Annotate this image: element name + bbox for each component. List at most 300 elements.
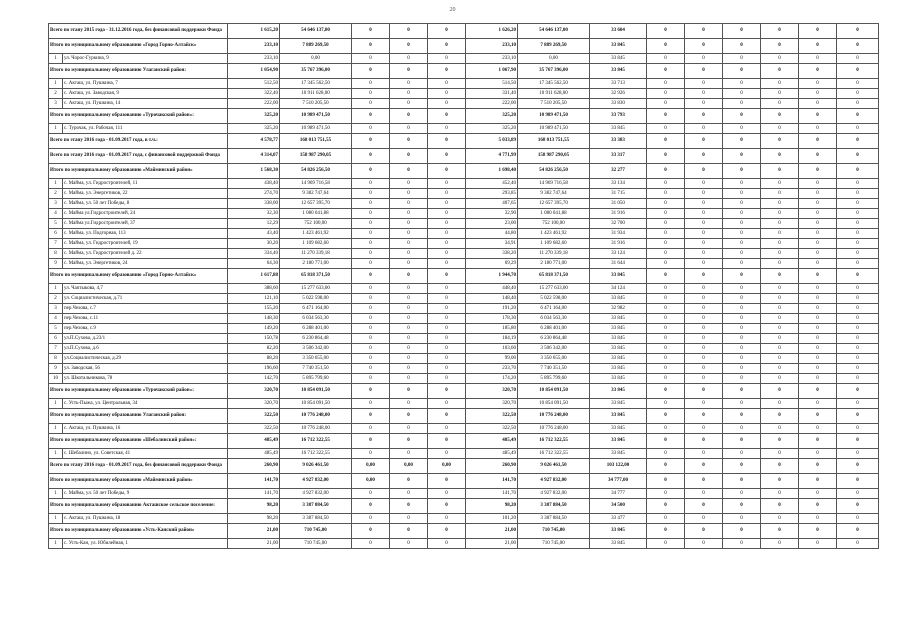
value-cell: 0 xyxy=(352,294,390,304)
value-cell: 0 xyxy=(799,249,837,259)
value-cell: 43,40 xyxy=(228,229,280,239)
value-cell: 0 xyxy=(723,134,761,149)
table-row xyxy=(49,229,879,239)
value-cell: 15 277 633,00 xyxy=(280,284,352,294)
value-cell: 0 xyxy=(761,149,799,164)
value-cell: 0 xyxy=(428,539,466,549)
value-cell: 0 xyxy=(390,179,428,189)
value-cell: 325,20 xyxy=(228,124,280,134)
value-cell: 0 xyxy=(799,239,837,249)
row-number: 7 xyxy=(49,344,63,354)
table-row xyxy=(49,449,879,459)
value-cell: 0 xyxy=(837,364,879,374)
value-cell: 33 383 xyxy=(590,134,647,149)
subtotal-row xyxy=(49,39,879,54)
table-row xyxy=(49,54,879,64)
value-cell: 54 826 256,50 xyxy=(518,164,590,179)
value-cell: 0 xyxy=(837,409,879,424)
value-cell: 6 034 563,30 xyxy=(518,314,590,324)
value-cell: 0 xyxy=(647,399,685,409)
value-cell: 0 xyxy=(837,384,879,399)
value-cell: 0 xyxy=(837,374,879,384)
value-cell: 0 xyxy=(685,24,723,39)
value-cell: 121,10 xyxy=(228,294,280,304)
value-cell: 0 xyxy=(799,489,837,499)
value-cell: 184,19 xyxy=(466,334,518,344)
value-cell: 0 xyxy=(685,109,723,124)
value-cell: 0 xyxy=(390,164,428,179)
address-cell: с. Акташ, ул. Пушкина, 16 xyxy=(63,424,228,434)
value-cell: 0 xyxy=(723,24,761,39)
row-number: 1 xyxy=(49,79,63,89)
address-cell: с. Майма, ул. Гидростроителей д. 22 xyxy=(63,249,228,259)
value-cell: 148,30 xyxy=(228,314,280,324)
value-cell: 233,10 xyxy=(466,54,518,64)
value-cell: 0 xyxy=(837,134,879,149)
row-number: 1 xyxy=(49,54,63,64)
value-cell: 1 423 461,92 xyxy=(280,229,352,239)
value-cell: 0 xyxy=(723,124,761,134)
value-cell: 0 xyxy=(647,64,685,79)
value-cell: 0 xyxy=(390,474,428,489)
value-cell: 10 911 628,00 xyxy=(518,89,590,99)
value-cell: 0 xyxy=(799,424,837,434)
value-cell: 0 xyxy=(647,434,685,449)
value-cell: 0 xyxy=(390,99,428,109)
value-cell: 0 xyxy=(761,399,799,409)
value-cell: 0 xyxy=(390,239,428,249)
value-cell: 0 xyxy=(723,179,761,189)
value-cell: 0 xyxy=(799,354,837,364)
table-row xyxy=(49,514,879,524)
value-cell: 0 xyxy=(685,134,723,149)
table-row xyxy=(49,374,879,384)
value-cell: 0 xyxy=(390,524,428,539)
value-cell: 33 713 xyxy=(590,79,647,89)
address-cell: с. Майма, ул. Энергетиков, 24 xyxy=(63,259,228,269)
value-cell: 0 xyxy=(390,499,428,514)
value-cell: 0 xyxy=(428,324,466,334)
value-cell: 0 xyxy=(723,284,761,294)
address-cell: с. Усть-Пыжа, ул. Центральная, 34 xyxy=(63,399,228,409)
table-row xyxy=(49,334,879,344)
value-cell: 0 xyxy=(352,134,390,149)
value-cell: 0 xyxy=(799,79,837,89)
table-row xyxy=(49,304,879,314)
value-cell: 0 xyxy=(723,324,761,334)
value-cell: 0 xyxy=(799,64,837,79)
value-cell: 9 026 461,50 xyxy=(518,459,590,474)
row-title: Итого по муниципальному образованию «Турочакский район»: xyxy=(49,384,228,399)
value-cell: 0 xyxy=(685,54,723,64)
value-cell: 325,20 xyxy=(228,109,280,124)
value-cell: 320,70 xyxy=(466,399,518,409)
value-cell: 0 xyxy=(799,294,837,304)
value-cell: 0 xyxy=(428,344,466,354)
value-cell: 0 xyxy=(685,99,723,109)
value-cell: 0 xyxy=(799,409,837,424)
value-cell: 0 xyxy=(428,179,466,189)
value-cell: 0 xyxy=(799,149,837,164)
subtotal-row xyxy=(49,524,879,539)
value-cell: 710 745,00 xyxy=(518,539,590,549)
value-cell: 0 xyxy=(390,434,428,449)
value-cell: 0 xyxy=(647,354,685,364)
address-cell: пер.Чехова, с.7 xyxy=(63,304,228,314)
row-number: 2 xyxy=(49,89,63,99)
value-cell: 0 xyxy=(723,489,761,499)
value-cell: 32 277 xyxy=(590,164,647,179)
value-cell: 0 xyxy=(428,399,466,409)
value-cell: 10 854 091,50 xyxy=(280,384,352,399)
value-cell: 0 xyxy=(761,354,799,364)
value-cell: 33 845 xyxy=(590,539,647,549)
value-cell: 158 987 290,05 xyxy=(280,149,352,164)
value-cell: 0 xyxy=(647,449,685,459)
value-cell: 0 xyxy=(723,514,761,524)
value-cell: 0 xyxy=(799,334,837,344)
value-cell: 33 845 xyxy=(590,384,647,399)
value-cell: 0 xyxy=(647,89,685,99)
value-cell: 33 845 xyxy=(590,124,647,134)
value-cell: 10 989 471,50 xyxy=(518,109,590,124)
value-cell: 0 xyxy=(685,269,723,284)
value-cell: 0 xyxy=(799,324,837,334)
value-cell: 0 xyxy=(647,109,685,124)
value-cell: 21,00 xyxy=(228,524,280,539)
value-cell: 0 xyxy=(837,249,879,259)
value-cell: 31 916 xyxy=(590,209,647,219)
table-row xyxy=(49,209,879,219)
value-cell: 0 xyxy=(390,54,428,64)
row-number: 4 xyxy=(49,314,63,324)
value-cell: 0 xyxy=(685,344,723,354)
value-cell: 10 776 248,00 xyxy=(518,409,590,424)
value-cell: 34,91 xyxy=(466,239,518,249)
value-cell: 0 xyxy=(761,249,799,259)
table-row xyxy=(49,314,879,324)
value-cell: 1 626,20 xyxy=(466,24,518,39)
value-cell: 0 xyxy=(723,209,761,219)
value-cell: 0 xyxy=(837,284,879,294)
value-cell: 16 712 322,55 xyxy=(280,434,352,449)
row-title: Итого по муниципальному образованию «Майминский район» xyxy=(49,164,228,179)
value-cell: 142,70 xyxy=(228,374,280,384)
value-cell: 0 xyxy=(647,424,685,434)
value-cell: 0 xyxy=(352,209,390,219)
value-cell: 141,70 xyxy=(466,489,518,499)
value-cell: 710 745,00 xyxy=(280,539,352,549)
value-cell: 0 xyxy=(428,109,466,124)
value-cell: 0,00 xyxy=(280,54,352,64)
value-cell: 0 xyxy=(723,109,761,124)
value-cell: 0 xyxy=(647,259,685,269)
value-cell: 0 xyxy=(685,304,723,314)
value-cell: 0 xyxy=(723,89,761,99)
value-cell: 33 845 xyxy=(590,374,647,384)
value-cell: 1 423 461,92 xyxy=(518,229,590,239)
value-cell: 33 845 xyxy=(590,334,647,344)
value-cell: 0 xyxy=(647,314,685,324)
value-cell: 178,30 xyxy=(466,314,518,324)
address-cell: ул. Чорос-Гуркина, 9 xyxy=(63,54,228,64)
value-cell: 0 xyxy=(723,434,761,449)
address-cell: с. Майма, ул. 50 лет Победы, 8 xyxy=(63,199,228,209)
value-cell: 88,20 xyxy=(228,354,280,364)
table-row xyxy=(49,344,879,354)
value-cell: 485,49 xyxy=(228,434,280,449)
value-cell: 0 xyxy=(685,229,723,239)
value-cell: 0 xyxy=(685,449,723,459)
value-cell: 0 xyxy=(352,39,390,54)
value-cell: 0 xyxy=(723,364,761,374)
value-cell: 0 xyxy=(723,149,761,164)
value-cell: 0 xyxy=(647,324,685,334)
value-cell: 21,00 xyxy=(228,539,280,549)
value-cell: 0 xyxy=(723,189,761,199)
row-number: 6 xyxy=(49,229,63,239)
value-cell: 0 xyxy=(761,209,799,219)
value-cell: 0 xyxy=(428,54,466,64)
value-cell: 0 xyxy=(761,334,799,344)
value-cell: 31 916 xyxy=(590,239,647,249)
value-cell: 0 xyxy=(685,79,723,89)
value-cell: 31 644 xyxy=(590,259,647,269)
value-cell: 0 xyxy=(799,189,837,199)
value-cell: 0 xyxy=(837,434,879,449)
value-cell: 6 471 164,00 xyxy=(518,304,590,314)
value-cell: 0 xyxy=(685,489,723,499)
value-cell: 4 927 832,00 xyxy=(518,474,590,489)
value-cell: 7 740 351,50 xyxy=(280,364,352,374)
value-cell: 9 026 461,50 xyxy=(280,459,352,474)
value-cell: 0 xyxy=(352,99,390,109)
page-number: 20 xyxy=(449,7,456,13)
value-cell: 168 013 751,55 xyxy=(518,134,590,149)
value-cell: 710 745,00 xyxy=(280,524,352,539)
value-cell: 0 xyxy=(761,524,799,539)
row-title: Итого по муниципальному образованию «Майминский район» xyxy=(49,474,228,489)
value-cell: 0 xyxy=(390,269,428,284)
row-title: Итого по муниципальному образованию «Турочакский район»: xyxy=(49,109,228,124)
row-title: Всего по этапу 2015 года - 31.12.2016 года, без финансовой поддержки Фонда xyxy=(49,24,228,39)
value-cell: 710 745,00 xyxy=(518,524,590,539)
value-cell: 0 xyxy=(685,164,723,179)
value-cell: 512,50 xyxy=(228,79,280,89)
subtotal-row xyxy=(49,64,879,79)
value-cell: 0 xyxy=(390,324,428,334)
value-cell: 0 xyxy=(761,434,799,449)
value-cell: 0 xyxy=(647,124,685,134)
value-cell: 141,70 xyxy=(228,489,280,499)
value-cell: 233,10 xyxy=(228,54,280,64)
row-number: 1 xyxy=(49,424,63,434)
value-cell: 98,20 xyxy=(228,514,280,524)
value-cell: 0 xyxy=(352,284,390,294)
value-cell: 0 xyxy=(685,149,723,164)
value-cell: 44,80 xyxy=(466,229,518,239)
value-cell: 0 xyxy=(761,64,799,79)
value-cell: 0 xyxy=(685,324,723,334)
value-cell: 33 845 xyxy=(590,324,647,334)
value-cell: 0 xyxy=(647,514,685,524)
value-cell: 3 350 655,00 xyxy=(280,354,352,364)
value-cell: 0 xyxy=(761,269,799,284)
subtotal-row xyxy=(49,384,879,399)
row-number: 3 xyxy=(49,99,63,109)
address-cell: с. Майма ул.Гидростроителей, 24 xyxy=(63,209,228,219)
value-cell: 322,50 xyxy=(228,409,280,424)
value-cell: 33 604 xyxy=(590,24,647,39)
value-cell: 0 xyxy=(799,269,837,284)
value-cell: 0 xyxy=(647,344,685,354)
value-cell: 0 xyxy=(390,374,428,384)
value-cell: 0 xyxy=(837,269,879,284)
value-cell: 0 xyxy=(428,219,466,229)
value-cell: 0 xyxy=(761,109,799,124)
value-cell: 0 xyxy=(761,514,799,524)
value-cell: 54 826 256,50 xyxy=(280,164,352,179)
value-cell: 0,00 xyxy=(352,474,390,489)
value-cell: 388,60 xyxy=(228,284,280,294)
value-cell: 33 845 xyxy=(590,39,647,54)
value-cell: 0 xyxy=(837,24,879,39)
value-cell: 0 xyxy=(799,314,837,324)
subtotal-row xyxy=(49,149,879,164)
value-cell: 168 013 751,55 xyxy=(280,134,352,149)
value-cell: 293,85 xyxy=(466,189,518,199)
value-cell: 0 xyxy=(799,219,837,229)
value-cell: 141,70 xyxy=(466,474,518,489)
value-cell: 0 xyxy=(761,294,799,304)
value-cell: 17 345 562,50 xyxy=(518,79,590,89)
value-cell: 0 xyxy=(428,164,466,179)
subtotal-row xyxy=(49,24,879,39)
value-cell: 0 xyxy=(685,239,723,249)
value-cell: 0 xyxy=(352,24,390,39)
address-cell: ул.Социалистическая, д.29 xyxy=(63,354,228,364)
value-cell: 0 xyxy=(685,189,723,199)
value-cell: 222,00 xyxy=(228,99,280,109)
value-cell: 0 xyxy=(723,459,761,474)
value-cell: 0 xyxy=(723,524,761,539)
value-cell: 0 xyxy=(723,354,761,364)
value-cell: 0 xyxy=(723,269,761,284)
value-cell: 0 xyxy=(685,219,723,229)
value-cell: 0 xyxy=(428,99,466,109)
value-cell: 0 xyxy=(837,164,879,179)
value-cell: 0 xyxy=(352,374,390,384)
value-cell: 0 xyxy=(685,399,723,409)
value-cell: 0 xyxy=(761,499,799,514)
value-cell: 0 xyxy=(761,134,799,149)
value-cell: 0 xyxy=(837,64,879,79)
address-cell: пер.Чехова, с.9 xyxy=(63,324,228,334)
value-cell: 0 xyxy=(761,54,799,64)
row-title: Всего по этапу 2016 года - 01.09.2017 года, в т.ч.: xyxy=(49,134,228,149)
value-cell: 0 xyxy=(837,424,879,434)
table-row xyxy=(49,99,879,109)
value-cell: 0 xyxy=(352,489,390,499)
value-cell: 338,20 xyxy=(466,249,518,259)
value-cell: 0 xyxy=(428,284,466,294)
value-cell: 0 xyxy=(647,164,685,179)
value-cell: 0 xyxy=(837,474,879,489)
row-number: 1 xyxy=(49,179,63,189)
value-cell: 33 317 xyxy=(590,149,647,164)
value-cell: 0 xyxy=(799,474,837,489)
value-cell: 0 xyxy=(837,99,879,109)
value-cell: 3 350 655,00 xyxy=(518,354,590,364)
value-cell: 0 xyxy=(837,229,879,239)
value-cell: 32 982 xyxy=(590,304,647,314)
value-cell: 33 845 xyxy=(590,344,647,354)
value-cell: 0 xyxy=(761,259,799,269)
table-row xyxy=(49,424,879,434)
value-cell: 0 xyxy=(761,239,799,249)
value-cell: 0 xyxy=(390,424,428,434)
value-cell: 0 xyxy=(647,249,685,259)
value-cell: 1 080 041,88 xyxy=(280,209,352,219)
value-cell: 0 xyxy=(761,189,799,199)
value-cell: 34 500 xyxy=(590,499,647,514)
value-cell: 196,60 xyxy=(228,364,280,374)
value-cell: 0 xyxy=(390,354,428,364)
value-cell: 5 895 799,60 xyxy=(518,374,590,384)
value-cell: 6 288 401,00 xyxy=(280,324,352,334)
value-cell: 0 xyxy=(799,364,837,374)
row-number: 9 xyxy=(49,364,63,374)
value-cell: 0 xyxy=(761,164,799,179)
value-cell: 0 xyxy=(723,99,761,109)
value-cell: 10 989 471,50 xyxy=(280,124,352,134)
row-number: 3 xyxy=(49,199,63,209)
value-cell: 0 xyxy=(799,449,837,459)
value-cell: 0 xyxy=(761,124,799,134)
value-cell: 33 845 xyxy=(590,54,647,64)
value-cell: 0 xyxy=(647,149,685,164)
value-cell: 21,00 xyxy=(466,539,518,549)
value-cell: 0 xyxy=(352,79,390,89)
row-number: 5 xyxy=(49,219,63,229)
value-cell: 0 xyxy=(837,189,879,199)
value-cell: 0 xyxy=(352,524,390,539)
value-cell: 0 xyxy=(352,334,390,344)
value-cell: 407,65 xyxy=(466,199,518,209)
address-cell: с. Майма, ул. Подгорная, 113 xyxy=(63,229,228,239)
value-cell: 101,20 xyxy=(466,514,518,524)
value-cell: 0 xyxy=(799,434,837,449)
value-cell: 0 xyxy=(428,489,466,499)
value-cell: 0 xyxy=(837,524,879,539)
value-cell: 4 927 832,00 xyxy=(280,474,352,489)
value-cell: 6 471 164,00 xyxy=(280,304,352,314)
value-cell: 0 xyxy=(723,239,761,249)
value-cell: 155,20 xyxy=(228,304,280,314)
value-cell: 0 xyxy=(761,459,799,474)
value-cell: 0 xyxy=(428,334,466,344)
value-cell: 0 xyxy=(647,499,685,514)
value-cell: 0 xyxy=(390,109,428,124)
value-cell: 0 xyxy=(647,179,685,189)
value-cell: 30,20 xyxy=(228,239,280,249)
value-cell: 0 xyxy=(685,434,723,449)
address-cell: с. Акташ, ул. Пушкина, 18 xyxy=(63,514,228,524)
value-cell: 0 xyxy=(837,79,879,89)
value-cell: 0 xyxy=(352,304,390,314)
value-cell: 0 xyxy=(761,409,799,424)
value-cell: 0,00 xyxy=(390,459,428,474)
